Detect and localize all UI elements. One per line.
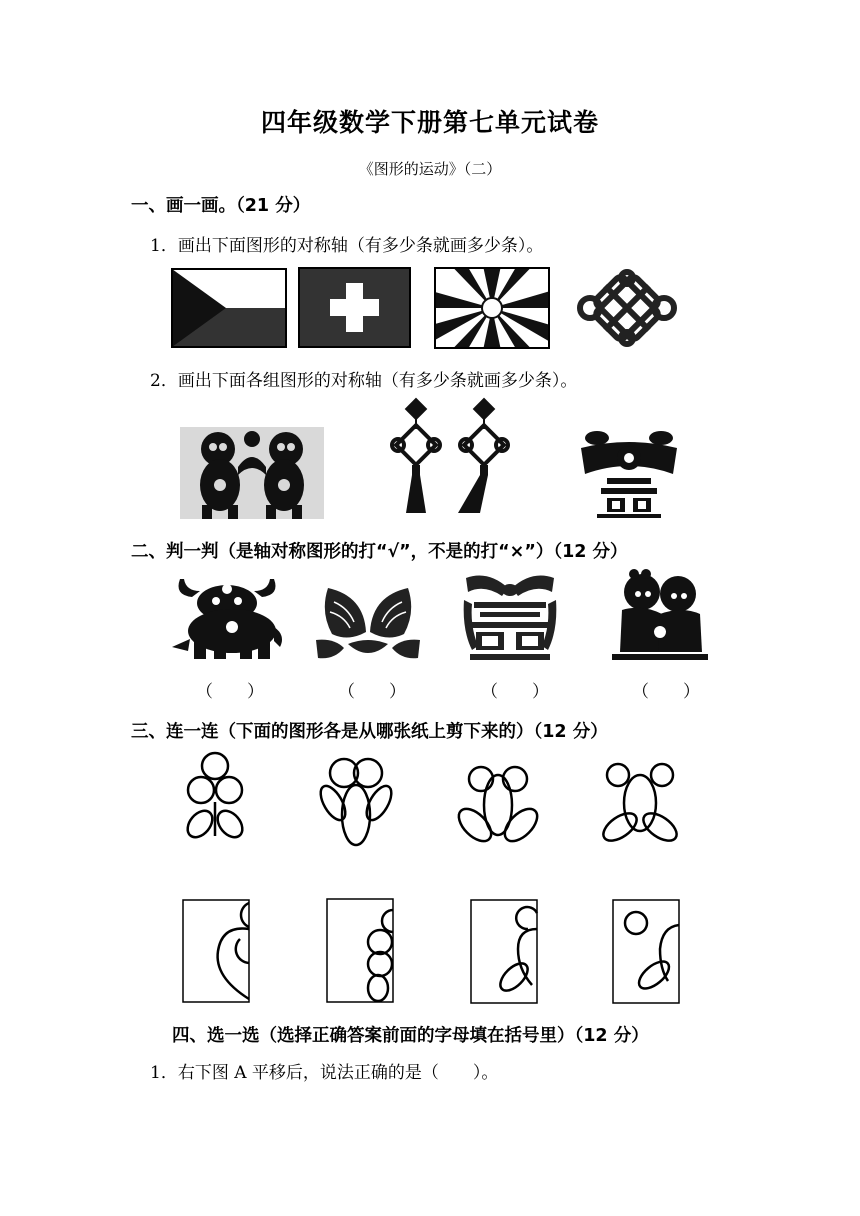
czech-flag-icon	[172, 269, 286, 347]
section-4-heading: 四、选一选（选择正确答案前面的字母填在括号里）（12 分）	[172, 1026, 649, 1046]
folded-paper-c-icon	[470, 899, 542, 1004]
page-title: 四年级数学下册第七单元试卷	[260, 108, 599, 137]
answer-blank-1[interactable]: （ ）	[196, 682, 264, 702]
ox-paper-cut-icon	[170, 575, 284, 661]
section-2-heading: 二、判一判（是轴对称图形的打“√”，不是的打“×”）（12 分）	[131, 542, 628, 562]
section-1-question-1: 1．画出下面图形的对称轴（有多少条就画多少条）。	[150, 236, 544, 256]
folded-paper-d-icon	[612, 899, 684, 1004]
section-4-question-1: 1．右下图 A 平移后，说法正确的是（ ）。	[150, 1063, 499, 1083]
double-happiness-phoenix-icon	[462, 570, 558, 662]
fish-pair-paper-cut-icon	[314, 582, 422, 662]
answer-blank-3[interactable]: （ ）	[481, 682, 549, 702]
frog-shape-icon	[459, 765, 537, 847]
answer-blank-4[interactable]: （ ）	[632, 682, 700, 702]
section-1-heading: 一、画一画。（21 分）	[131, 196, 311, 216]
page-subtitle: 《图形的运动》（二）	[358, 160, 502, 178]
sunburst-flag-icon	[435, 268, 549, 348]
double-happiness-birds-icon	[577, 428, 681, 518]
flower-shape-icon	[184, 752, 246, 842]
monkey-paper-cut-icon	[180, 427, 324, 519]
children-paper-cut-icon	[612, 570, 708, 662]
fu-knot-pair-icon	[388, 401, 512, 517]
section-1-question-2: 2．画出下面各组图形的对称轴（有多少条就画多少条）。	[150, 371, 578, 391]
chinese-knot-icon	[572, 270, 682, 346]
section-3-heading: 三、连一连（下面的图形各是从哪张纸上剪下来的）（12 分）	[131, 722, 608, 742]
answer-blank-2[interactable]: （ ）	[338, 682, 406, 702]
folded-paper-a-icon	[182, 899, 254, 1003]
folded-paper-b-icon	[326, 898, 398, 1003]
bee-shape-icon	[320, 755, 392, 847]
swiss-flag-icon	[299, 268, 410, 347]
mouse-shape-icon	[604, 763, 676, 847]
